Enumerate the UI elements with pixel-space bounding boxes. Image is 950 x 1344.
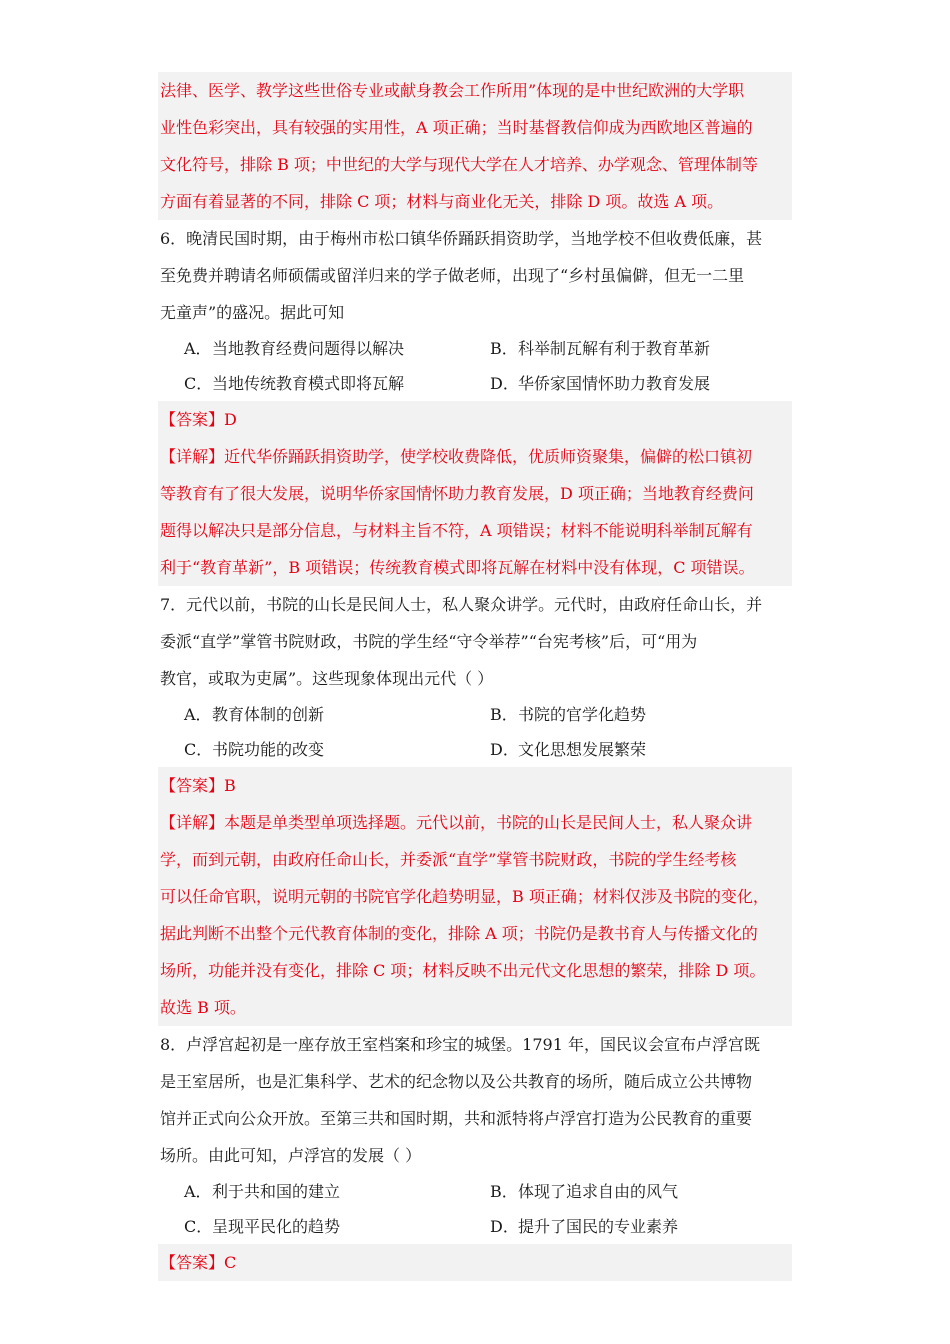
stem-line: 馆并正式向公众开放。至第三共和国时期，共和派特将卢浮宫打造为公民教育的重要	[160, 1109, 753, 1128]
option-d	[490, 732, 646, 767]
question-6-options-row-2	[158, 366, 792, 401]
option-letter: D．	[490, 374, 519, 393]
option-c	[184, 366, 404, 401]
explanation-line: 题得以解决只是部分信息，与材料主旨不符，A 项错误；材料不能说明科举制瓦解有	[160, 521, 753, 540]
explanation-line: 场所，功能并没有变化，排除 C 项；材料反映不出元代文化思想的繁荣，排除 D 项。	[160, 961, 766, 980]
stem-line: 场所。由此可知，卢浮宫的发展（ ）	[160, 1146, 422, 1165]
explanation-line: 业性色彩突出，具有较强的实用性，A 项正确；当时基督教信仰成为西欧地区普遍的	[160, 118, 753, 137]
option-b	[490, 697, 646, 732]
option-text: 书院功能的改变	[212, 740, 325, 759]
stem-line: 是王室居所，也是汇集科学、艺术的纪念物以及公共教育的场所，随后成立公共博物	[160, 1072, 753, 1091]
explanation-line: 学，而到元朝，由政府任命山长，并委派“直学”掌管书院财政，书院的学生经考核	[160, 850, 737, 869]
stem-line: 6．晚清民国时期，由于梅州市松口镇华侨踊跃捐资助学，当地学校不但收费低廉，甚	[160, 229, 763, 248]
explanation-line: 故选 B 项。	[160, 998, 246, 1017]
option-text: 体现了追求自由的风气	[518, 1182, 679, 1201]
option-b	[490, 331, 710, 366]
option-letter: D．	[490, 740, 519, 759]
explanation-line: 可以任命官职，说明元朝的书院官学化趋势明显，B 项正确；材料仅涉及书院的变化，	[160, 887, 769, 906]
document-page	[158, 72, 792, 1281]
option-text: 利于共和国的建立	[212, 1182, 341, 1201]
explanation-line: 利于“教育革新”，B 项错误；传统教育模式即将瓦解在材料中没有体现，C 项错误。	[160, 558, 755, 577]
question-6-stem	[158, 220, 792, 331]
option-a	[184, 331, 404, 366]
stem-line: 8．卢浮宫起初是一座存放王室档案和珍宝的城堡。1791 年，国民议会宣布卢浮宫既	[160, 1035, 760, 1054]
question-7-answer	[158, 767, 792, 1026]
stem-line: 7．元代以前，书院的山长是民间人士，私人聚众讲学。元代时，由政府任命山长，并	[160, 595, 763, 614]
stem-line: 至免费并聘请名师硕儒或留洋归来的学子做老师，出现了“乡村虽偏僻，但无一二里	[160, 266, 745, 285]
option-d	[490, 1209, 678, 1244]
option-text: 当地教育经费问题得以解决	[212, 339, 405, 358]
question-8-answer	[158, 1244, 792, 1281]
option-text: 华侨家国情怀助力教育发展	[518, 374, 711, 393]
option-c	[184, 732, 324, 767]
stem-line: 教官，或取为吏属”。这些现象体现出元代（ ）	[160, 669, 494, 688]
question-7-options-row-1	[158, 697, 792, 732]
explanation-line: 【详解】近代华侨踊跃捐资助学，使学校收费降低，优质师资聚集，偏僻的松口镇初	[160, 447, 753, 466]
option-letter: A．	[184, 705, 212, 724]
option-text: 呈现平民化的趋势	[212, 1217, 341, 1236]
previous-explanation	[158, 72, 792, 220]
explanation-line: 据此判断不出整个元代教育体制的变化，排除 A 项；书院仍是教书育人与传播文化的	[160, 924, 758, 943]
option-a	[184, 1174, 340, 1209]
option-letter: A．	[184, 1182, 212, 1201]
question-8-stem	[158, 1026, 792, 1174]
answer-label: 【答案】C	[160, 1253, 237, 1272]
explanation-line: 方面有着显著的不同，排除 C 项；材料与商业化无关，排除 D 项。故选 A 项。	[160, 192, 724, 211]
option-letter: B．	[490, 1182, 518, 1201]
answer-label: 【答案】D	[160, 410, 237, 429]
stem-line: 无童声”的盛况。据此可知	[160, 303, 345, 322]
option-letter: B．	[490, 705, 518, 724]
option-b	[490, 1174, 678, 1209]
option-text: 当地传统教育模式即将瓦解	[212, 374, 405, 393]
option-text: 书院的官学化趋势	[518, 705, 647, 724]
option-a	[184, 697, 324, 732]
question-6-options-row-1	[158, 331, 792, 366]
option-d	[490, 366, 710, 401]
question-8-options-row-1	[158, 1174, 792, 1209]
option-text: 提升了国民的专业素养	[518, 1217, 679, 1236]
explanation-line: 【详解】本题是单类型单项选择题。元代以前，书院的山长是民间人士，私人聚众讲	[160, 813, 753, 832]
question-7-stem	[158, 586, 792, 697]
explanation-line: 等教育有了很大发展，说明华侨家国情怀助力教育发展，D 项正确；当地教育经费问	[160, 484, 754, 503]
option-text: 文化思想发展繁荣	[518, 740, 647, 759]
option-letter: C．	[184, 740, 213, 759]
explanation-line: 文化符号，排除 B 项；中世纪的大学与现代大学在人才培养、办学观念、管理体制等	[160, 155, 758, 174]
option-letter: A．	[184, 339, 212, 358]
option-letter: D．	[490, 1217, 519, 1236]
option-c	[184, 1209, 340, 1244]
question-8-options-row-2	[158, 1209, 792, 1244]
option-text: 教育体制的创新	[212, 705, 325, 724]
question-6-answer	[158, 401, 792, 586]
option-text: 科举制瓦解有利于教育革新	[518, 339, 711, 358]
explanation-line: 法律、医学、教学这些世俗专业或献身教会工作所用”体现的是中世纪欧洲的大学职	[160, 81, 745, 100]
option-letter: C．	[184, 374, 213, 393]
stem-line: 委派“直学”掌管书院财政，书院的学生经“守令举荐”“台宪考核”后，可“用为	[160, 632, 698, 651]
question-7-options-row-2	[158, 732, 792, 767]
answer-label: 【答案】B	[160, 776, 236, 795]
option-letter: C．	[184, 1217, 213, 1236]
option-letter: B．	[490, 339, 518, 358]
